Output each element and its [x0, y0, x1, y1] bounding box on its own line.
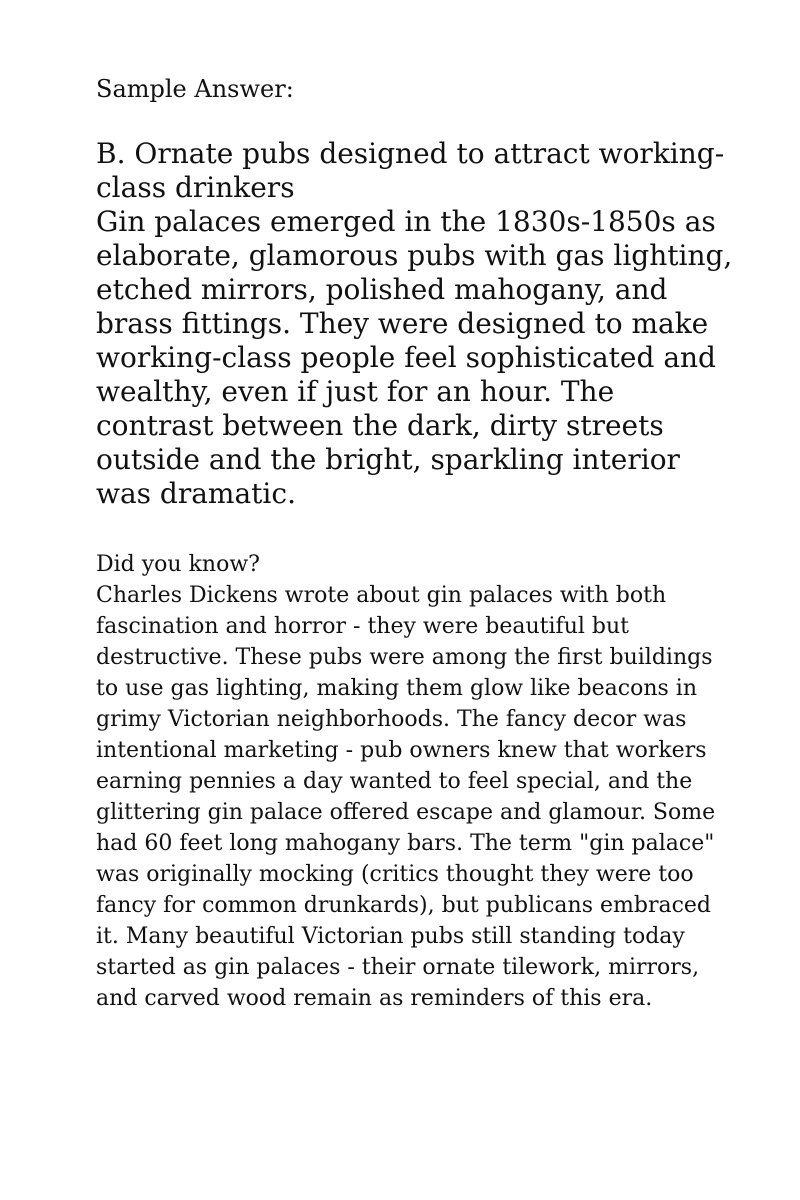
document-page: [96, 72, 736, 1014]
did-you-know-text: Charles Dickens wrote about gin palaces with both fascination and horror - they were beautiful but destructive. These pubs were among the first buildings to use gas lighting, making them glow like beacons in grimy Victorian neighborhoods. The fancy decor was intentional marketing - pub owners knew that workers earning pennies a day wanted to feel special, and the glittering gin palace offered escape and glamour. Some had 60 feet long mahogany bars. The term "gin palace" was originally mocking (critics thought they were too fancy for common drunkards), but publicans embraced it. Many beautiful Victorian pubs still standing today started as gin palaces - their ornate tilework, mirrors, and carved wood remain as reminders of this era.: [96, 583, 716, 1011]
did-you-know-label: Did you know?: [96, 552, 260, 577]
sample-answer-label: Sample Answer:: [96, 75, 294, 103]
answer-choice: B. Ornate pubs designed to attract working-class drinkers: [96, 137, 725, 204]
answer-explanation: Gin palaces emerged in the 1830s-1850s as elaborate, glamorous pubs with gas lighting, etched mirrors, polished mahogany, and brass fittings. They were designed to make working-class people feel sophisticated and wealthy, even if just for an hour. The contrast between the dark, dirty streets outside and the bright, sparkling interior was dramatic.: [96, 205, 733, 510]
